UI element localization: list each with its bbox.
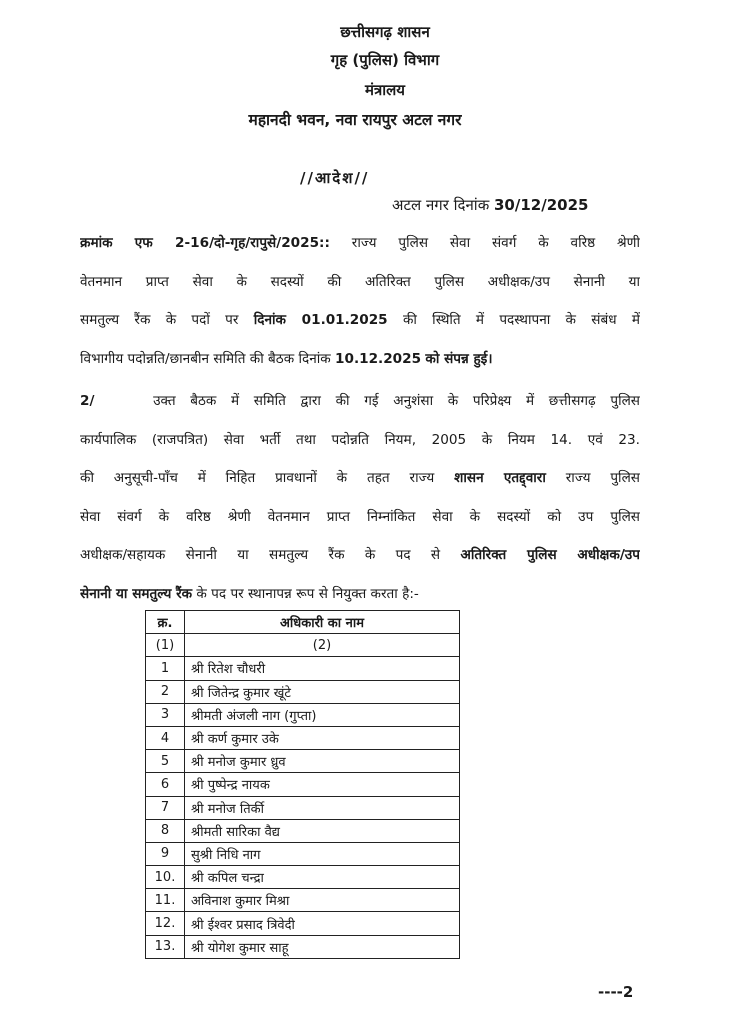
paragraph-1-line-3	[80, 301, 640, 340]
header-government: छत्तीसगढ़ शासन	[340, 23, 430, 41]
paragraph-2	[80, 382, 640, 613]
officer-name: श्री जितेन्द्र कुमार खूंटे	[185, 680, 460, 703]
paragraph-1-line-1	[80, 224, 640, 263]
officer-name: श्री रितेश चौधरी	[185, 657, 460, 680]
header-department: गृह (पुलिस) विभाग	[330, 51, 440, 69]
serial-number: 7	[146, 796, 185, 819]
paragraph-1-line-4	[80, 340, 640, 379]
officer-name: अविनाश कुमार मिश्रा	[185, 889, 460, 912]
page-marker: ----2	[598, 983, 634, 1001]
paragraph-1-text: को संपन्न हुई।	[425, 350, 493, 367]
paragraph-2-text: शासन एतद्द्वारा	[454, 470, 546, 486]
meeting-date: 10.12.2025	[335, 350, 422, 367]
serial-number: 10.	[146, 866, 185, 889]
table-row	[146, 726, 460, 749]
table-header-row	[146, 611, 460, 634]
officer-name: श्री ईश्वर प्रसाद त्रिवेदी	[185, 912, 460, 935]
serial-number: 5	[146, 750, 185, 773]
officer-name: श्री पुष्पेन्द्र नायक	[185, 773, 460, 796]
serial-number: 1	[146, 657, 185, 680]
table-row	[146, 912, 460, 935]
officer-name: श्री योगेश कुमार साहू	[185, 935, 460, 958]
effective-date: दिनांक 01.01.2025	[253, 312, 388, 328]
table-row	[146, 680, 460, 703]
serial-number: 13.	[146, 935, 185, 958]
serial-number: 2	[146, 680, 185, 703]
paragraph-2-text: अधीक्षक/सहायक सेनानी या समतुल्य रैंक के पद से	[80, 547, 441, 563]
serial-number: 9	[146, 842, 185, 865]
col-name-header: अधिकारी का नाम	[185, 611, 460, 634]
serial-number: 4	[146, 726, 185, 749]
paragraph-2-text: सेनानी या समतुल्य रैंक	[80, 585, 193, 602]
paragraph-1-line-2: वेतनमान प्राप्त सेवा के सदस्यों की अतिरिक्त पुलिस अधीक्षक/उप सेनानी या	[80, 273, 640, 290]
paragraph-1	[80, 224, 640, 378]
serial-number: 8	[146, 819, 185, 842]
paragraph-1-text: विभागीय पदोन्नति/छानबीन समिति की बैठक दिनांक	[80, 350, 331, 367]
date-value: 30/12/2025	[494, 196, 589, 214]
paragraph-2-line-2: कार्यपालिक (राजपत्रित) सेवा भर्ती तथा पदोन्नति नियम, 2005 के नियम 14. एवं 23.	[80, 431, 640, 448]
serial-number: 3	[146, 703, 185, 726]
serial-number: 11.	[146, 889, 185, 912]
paragraph-2-line-5	[80, 536, 640, 575]
paragraph-2-text: राज्य पुलिस	[565, 470, 640, 486]
paragraph-1-text: समतुल्य रैंक के पदों पर	[80, 312, 239, 328]
order-date	[392, 195, 588, 215]
table-row	[146, 750, 460, 773]
table-row	[146, 703, 460, 726]
paragraph-1-text: राज्य पुलिस सेवा संवर्ग के वरिष्ठ श्रेणी	[351, 235, 640, 251]
table-row	[146, 657, 460, 680]
paragraph-1-text: की स्थिति में पदस्थापना के संबंध में	[402, 312, 640, 328]
table-row	[146, 796, 460, 819]
paragraph-2-line-1	[80, 382, 640, 421]
date-prefix: अटल नगर दिनांक	[392, 196, 490, 214]
table-row	[146, 866, 460, 889]
paragraph-2-text: उक्त बैठक में समिति द्वारा की गई अनुशंसा के परिप्रेक्ष्य में छत्तीसगढ़ पुलिस	[153, 393, 640, 409]
officer-name: श्री मनोज कुमार ध्रुव	[185, 750, 460, 773]
header-ministry: मंत्रालय	[364, 81, 405, 99]
officer-name: श्री कपिल चन्द्रा	[185, 866, 460, 889]
col-serial-header: क्र.	[146, 611, 185, 634]
col-serial-subheader: (1)	[146, 634, 185, 657]
paragraph-number: 2/	[80, 393, 95, 409]
col-name-subheader: (2)	[185, 634, 460, 657]
serial-number: 12.	[146, 912, 185, 935]
table-subheader-row	[146, 634, 460, 657]
officer-name: श्री कर्ण कुमार उके	[185, 726, 460, 749]
paragraph-2-text: के पद पर स्थानापन्न रूप से नियुक्त करता है:-	[196, 585, 419, 602]
reference-number: क्रमांक एफ 2-16/दो-गृह/रापुसे/2025::	[80, 235, 330, 251]
paragraph-2-text: अतिरिक्त पुलिस अधीक्षक/उप	[460, 547, 640, 563]
table-row	[146, 842, 460, 865]
order-title: //आदेश//	[300, 169, 370, 187]
table-row	[146, 819, 460, 842]
table-row	[146, 773, 460, 796]
officer-name: सुश्री निधि नाग	[185, 842, 460, 865]
paragraph-2-line-3	[80, 459, 640, 498]
paragraph-2-text: की अनुसूची-पाँच में निहित प्रावधानों के तहत राज्य	[80, 470, 435, 486]
officer-name: श्रीमती सारिका वैद्य	[185, 819, 460, 842]
officer-name: श्रीमती अंजली नाग (गुप्ता)	[185, 703, 460, 726]
table-row	[146, 935, 460, 958]
officer-name: श्री मनोज तिर्की	[185, 796, 460, 819]
paragraph-2-line-4: सेवा संवर्ग के वरिष्ठ श्रेणी वेतनमान प्राप्त निम्नांकित सेवा के सदस्यों को उप पुलिस	[80, 508, 640, 525]
officers-table	[145, 610, 460, 959]
table-row	[146, 889, 460, 912]
serial-number: 6	[146, 773, 185, 796]
header-address: महानदी भवन, नवा रायपुर अटल नगर	[248, 111, 462, 129]
paragraph-2-line-6	[80, 575, 640, 614]
